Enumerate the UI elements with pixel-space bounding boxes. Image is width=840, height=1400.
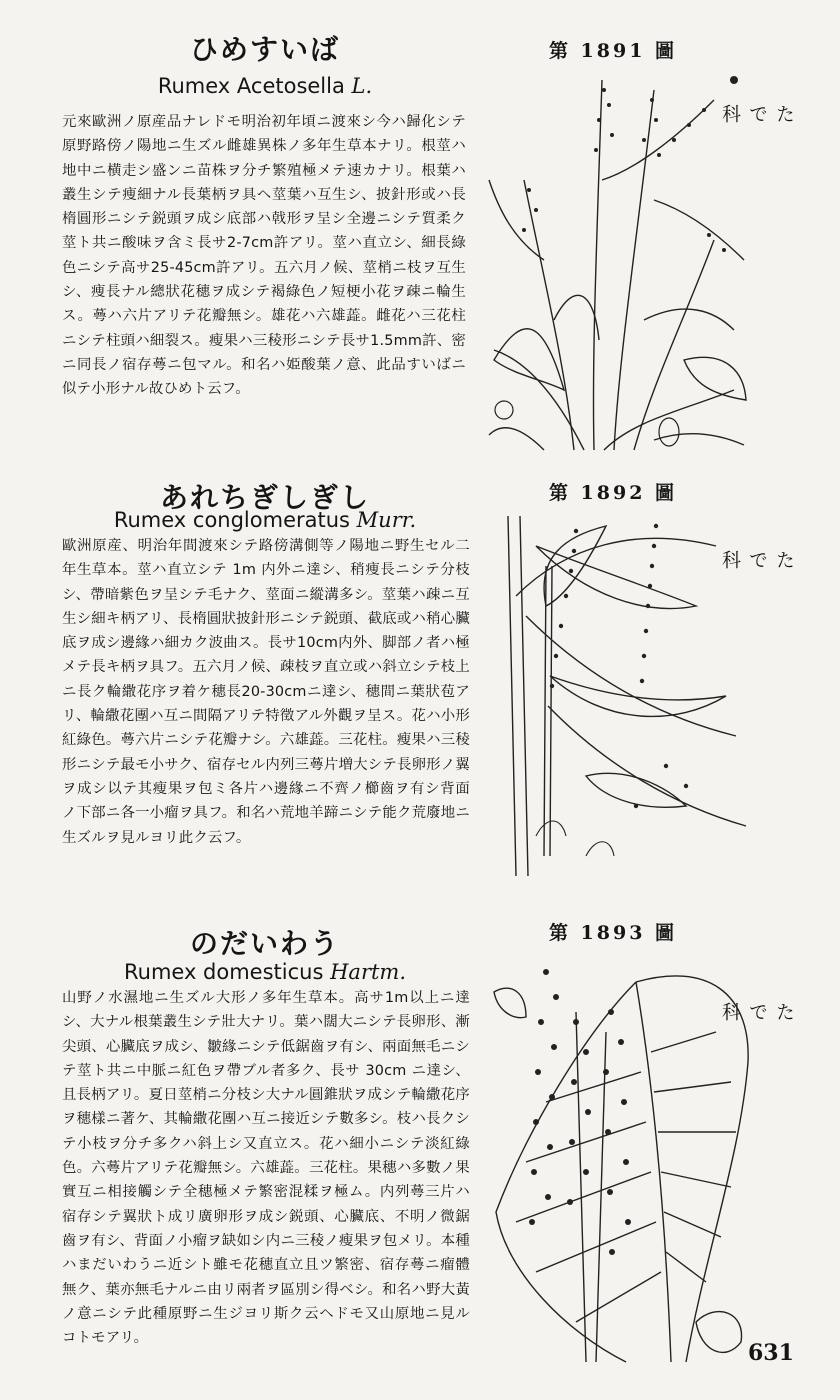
japanese-name: あれちぎしぎし bbox=[159, 481, 370, 514]
figure-number: 第 1891 圖 bbox=[548, 40, 678, 62]
species-description: 山野ノ水濕地ニ生ズル大形ノ多年生草本。高サ1m以上ニ達シ、大ナル根葉叢生シテ壯大ナリ。葉ハ闊大ニシテ長卵形、漸尖頭、心臟底ヲ成シ、皺緣ニシテ低鋸齒ヲ有シ、兩面無毛ニシテ莖ト共ニ中脈ニ紅色ヲ帶ブル者多ク、長サ 30cm ニ達シ、且長柄アリ。夏日莖梢ニ分枝シ大ナル圓錐狀ヲ成シテ輪繖花序ヲ穗樣ニ著ケ、其輪繖花團ハ互ニ接近シテ數多シ。枝ハ長クシテ小枝ヲ分チ多クハ斜上シ又直立ス。花ハ細小ニシテ淡紅綠色。六蕚片アリテ花瓣無シ。六雄蕋。三花柱。果穗ハ多數ノ果實互ニ相接觸シテ全穗極メテ繁密混糅ヲ極ム。内列蕚三片ハ宿存シテ翼狀ト成リ廣卵形ヲ成シ鋭頭、心臟底、不明ノ微鋸齒ヲ有シ、背面ノ小瘤ヲ缺如シ内ニ三稜ノ瘦果ヲ包メリ。本種ハまだいわうニ近シト雖モ花穗直立且ツ繁密、宿存蕚ニ瘤體無ク、葉亦無毛ナルニ由リ兩者ヲ區別シ得ベシ。和名ハ野大黃ノ意ニシテ此種原野ニ生ジヨリ斯ク云ヘドモ又山原地ニ見ルコトモアリ。 bbox=[62, 990, 470, 1347]
scientific-author: Hartm. bbox=[330, 960, 407, 984]
scientific-binomial: Rumex domesticus bbox=[123, 960, 324, 984]
japanese-name: のだいわう bbox=[189, 927, 340, 960]
family-label: たで科 bbox=[719, 550, 795, 583]
figure-number: 第 1892 圖 bbox=[548, 482, 678, 504]
scientific-author: Murr. bbox=[356, 508, 417, 532]
clustered-dock-illustration bbox=[486, 506, 756, 876]
scandinavian-dock-illustration bbox=[486, 952, 758, 1372]
species-description: 歐洲原産、明治年間渡來シテ路傍溝側等ノ陽地ニ野生セル二年生草本。莖ハ直立シテ 1m 内外ニ達シ、稍痩長ニシテ分枝シ、帶暗紫色ヲ呈シテ毛ナク、莖面ニ縱溝多シ。莖葉ハ疎ニ互生シ細キ柄アリ、長楕圓狀披針形ニシテ鋭頭、截底或ハ稍心臟底ヲ成シ邊緣ハ細カク波曲ス。長サ10cm内外、脚部ノ者ハ極メテ長キ柄ヲ具フ。五六月ノ候、疎枝ヲ直立或ハ斜立シテ枝上ニ長ク輪繖花序ヲ着ケ穗長20-30cmニ達シ、穗間ニ葉狀苞アリ、輪繖花團ハ互ニ間隔アリテ特徵アル外觀ヲ呈ス。花ハ小形紅綠色。蕚六片ニシテ花瓣ナシ。六雄蕋。三花柱。瘦果ハ三稜形ニシテ最モ小サク、宿存セル内列三蕚片増大シテ長卵形ノ翼ヲ成シ以テ其瘦果ヲ包ミ各片ハ邊緣ニ不齊ノ櫛齒ヲ有シ背面ノ下部ニ各一小瘤ヲ具フ。和名ハ荒地羊蹄ニシテ能ク荒廢地ニ生ズルヲ見ルヨリ此ク云フ。 bbox=[62, 538, 470, 846]
scientific-binomial: Rumex conglomeratus bbox=[113, 508, 350, 532]
family-label: たで科 bbox=[719, 1002, 795, 1035]
page-number: 631 bbox=[748, 1340, 794, 1366]
japanese-name: ひめすいば bbox=[189, 33, 340, 66]
scientific-name bbox=[60, 510, 470, 531]
scientific-name bbox=[60, 76, 470, 97]
family-label: たで科 bbox=[719, 104, 795, 137]
scientific-name bbox=[60, 962, 470, 983]
scientific-binomial: Rumex Acetosella bbox=[157, 74, 345, 98]
scientific-author: L. bbox=[351, 74, 373, 98]
figure-number: 第 1893 圖 bbox=[548, 922, 678, 944]
species-description: 元來歐洲ノ原産品ナレドモ明治初年頃ニ渡來シ今ハ歸化シテ原野路傍ノ陽地ニ生ズル雌雄異株ノ多年生草本ナリ。根莖ハ地中ニ横走シ盛ンニ苗株ヲ分チ繁殖極メテ速カナリ。根葉ハ叢生シテ痩細ナル長葉柄ヲ具ヘ莖葉ハ互生シ、披針形或ハ長楕圓形ニシテ鋭頭ヲ成シ底部ハ戟形ヲ呈シ全邊ニシテ質柔ク莖ト共ニ酸味ヲ含ミ長サ2-7cm許アリ。莖ハ直立シ、細長綠色ニシテ高サ25-45cm許アリ。五六月ノ候、莖梢ニ枝ヲ互生シ、痩長ナル總狀花穗ヲ成シテ褐綠色ノ短梗小花ヲ疎ニ輪生ス。蕚ハ六片アリテ花瓣無シ。雄花ハ六雄蕋。雌花ハ三花柱ニシテ柱頭ハ細裂ス。瘦果ハ三稜形ニシテ長サ1.5mm許、密ニ同長ノ宿存蕚ニ包マル。和名ハ姫酸葉ノ意、此品すいばニ似テ小形ナル故ひめト云フ。 bbox=[62, 114, 466, 398]
sorrel-illustration bbox=[484, 60, 754, 455]
